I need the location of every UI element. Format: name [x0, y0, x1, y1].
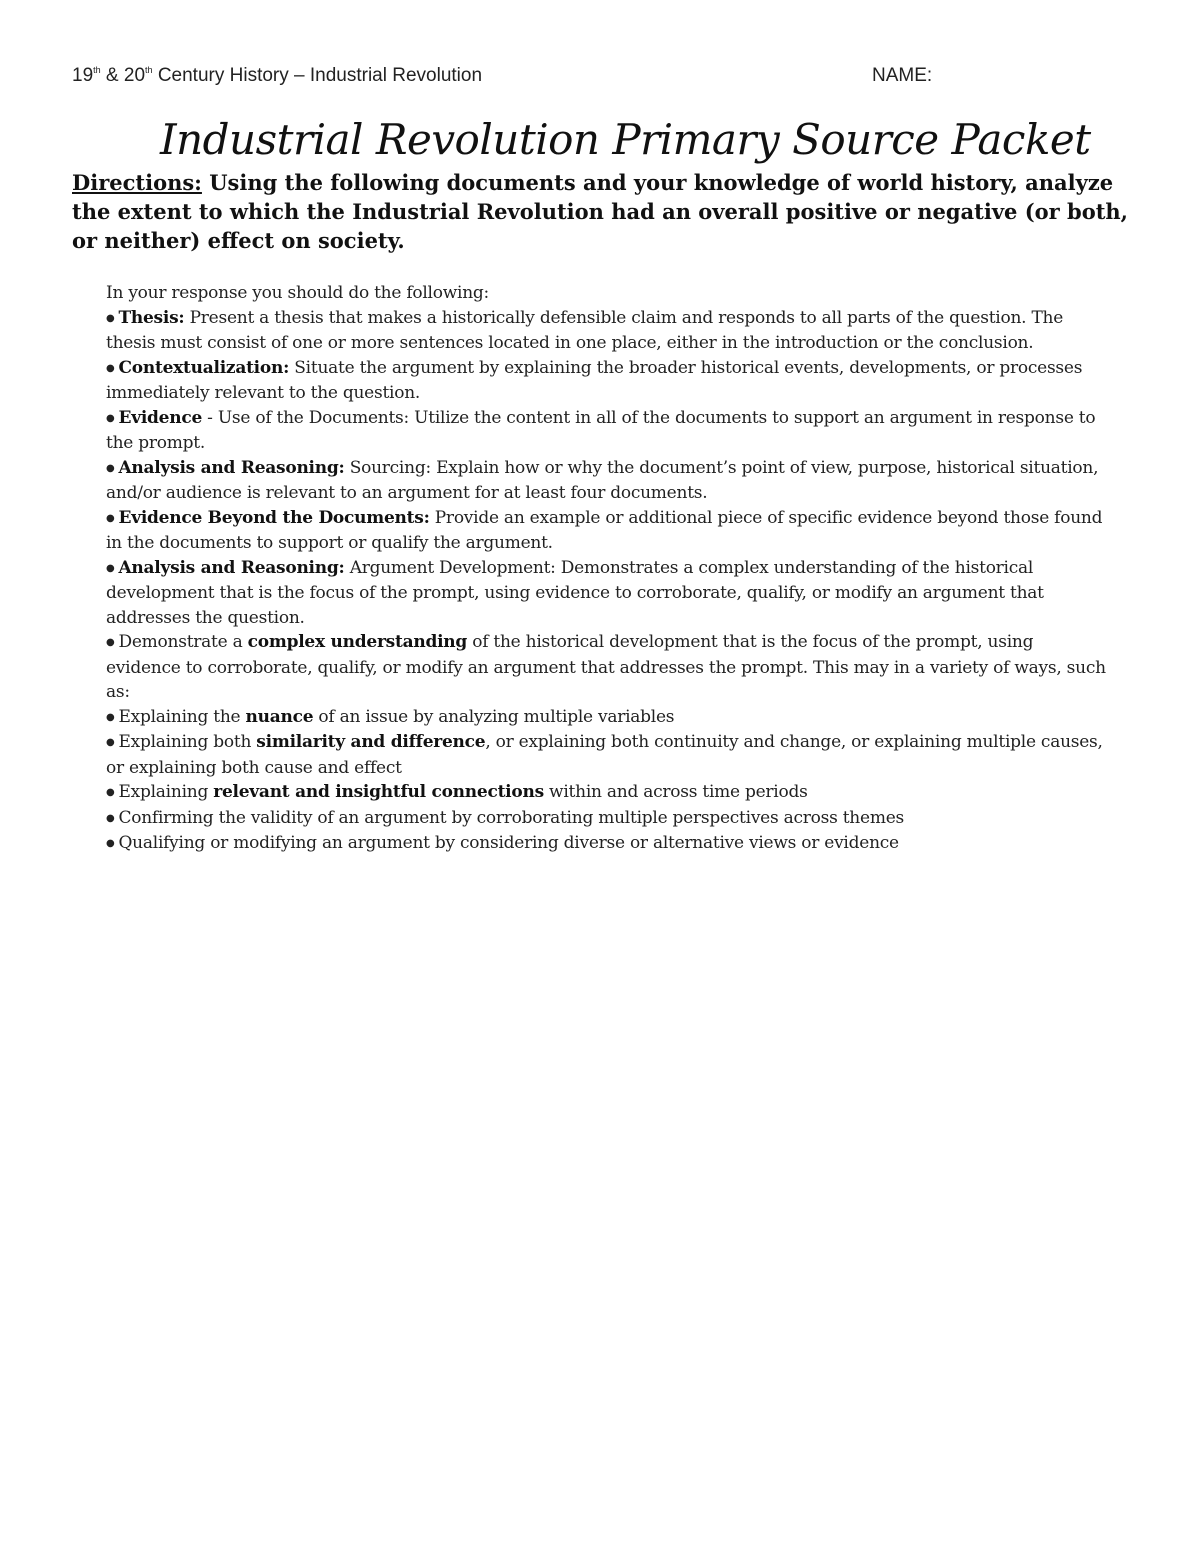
page-title: Industrial Revolution Primary Source Packet [160, 115, 1091, 164]
item-text: of an issue by analyzing multiple variables [313, 706, 675, 727]
item-emphasis: complex understanding [247, 632, 468, 652]
course-num-20: & 20 [100, 65, 146, 86]
item-text: Explaining both [118, 732, 257, 752]
list-item [106, 780, 1106, 806]
directions-label: Directions: [72, 170, 202, 195]
item-text: , or explaining both continuity and change, or explaining multiple causes, or explaining both cause and effect [106, 732, 1103, 778]
directions-paragraph [72, 168, 1132, 255]
list-item [106, 456, 1106, 506]
item-text: of the historical development that is the focus of the prompt, using evidence to corroborate, qualify, or modify an argument that addresses the prompt. This may in a variety of ways, such as: [106, 632, 1106, 702]
item-text: Present a thesis that makes a historically defensible claim and responds to all parts of the question. The thesis must consist of one or more sentences located in one place, either in the introduction or the conclusion. [106, 307, 1064, 353]
item-text: Qualifying or modifying an argument by considering diverse or alternative views or evidence [118, 833, 899, 853]
item-text: Argument Development: Demonstrates a complex understanding of the historical development that is the focus of the prompt, using evidence to corroborate, qualify, or modify an argument that addresses the question. [106, 557, 1044, 628]
list-item [106, 831, 1106, 857]
item-emphasis: similarity and difference [256, 732, 486, 752]
item-text: - Use of the Documents: Utilize the content in all of the documents to support an argument in response to the prompt. [106, 407, 1096, 453]
instructions-intro: In your response you should do the following: [106, 283, 490, 303]
item-text: Sourcing: Explain how or why the document’s point of view, purpose, historical situation, and/or audience is relevant to an argument for at least four documents. [106, 457, 1099, 503]
list-item [106, 306, 1106, 356]
item-text: Situate the argument by explaining the broader historical events, developments, or processes immediately relevant to the question. [106, 357, 1083, 403]
list-item [106, 730, 1106, 780]
directions-text: Using the following documents and your knowledge of world history, [201, 170, 1026, 195]
item-text: Demonstrate a [118, 632, 248, 652]
course-title [72, 64, 482, 88]
item-emphasis: relevant and insightful connections [213, 782, 544, 802]
response-instructions [106, 281, 1106, 857]
list-item [106, 705, 1106, 731]
item-text: Explaining [118, 782, 214, 802]
item-text: within and across time periods [543, 782, 808, 802]
list-item [106, 406, 1106, 456]
list-item [106, 506, 1106, 556]
list-item [106, 356, 1106, 406]
item-text: Explaining the [118, 706, 246, 727]
list-item [106, 556, 1106, 631]
course-subject: Century History – Industrial Revolution [152, 65, 483, 86]
name-label: NAME: [872, 65, 933, 86]
item-heading: Thesis: [118, 307, 185, 328]
directions-prompt: analyze the extent to which the Industrial Revolution had an overall positive or negative (or both, or neither) effect on society. [72, 170, 1128, 253]
course-num-19: 19 [72, 65, 94, 86]
item-heading: Contextualization: [118, 357, 290, 378]
item-heading: Analysis and Reasoning: [118, 557, 345, 578]
item-heading: Evidence Beyond the Documents: [118, 507, 430, 528]
ordinal-suffix: th [145, 65, 153, 75]
item-emphasis: nuance [245, 706, 314, 727]
item-text: Provide an example or additional piece of specific evidence beyond those found in the documents to support or qualify the argument. [106, 507, 1103, 553]
ordinal-suffix: th [93, 65, 101, 75]
item-heading: Evidence [118, 407, 203, 428]
list-item [106, 630, 1106, 705]
item-heading: Analysis and Reasoning: [118, 457, 345, 478]
item-text: Confirming the validity of an argument by corroborating multiple perspectives across themes [118, 807, 904, 828]
list-item [106, 806, 1106, 832]
